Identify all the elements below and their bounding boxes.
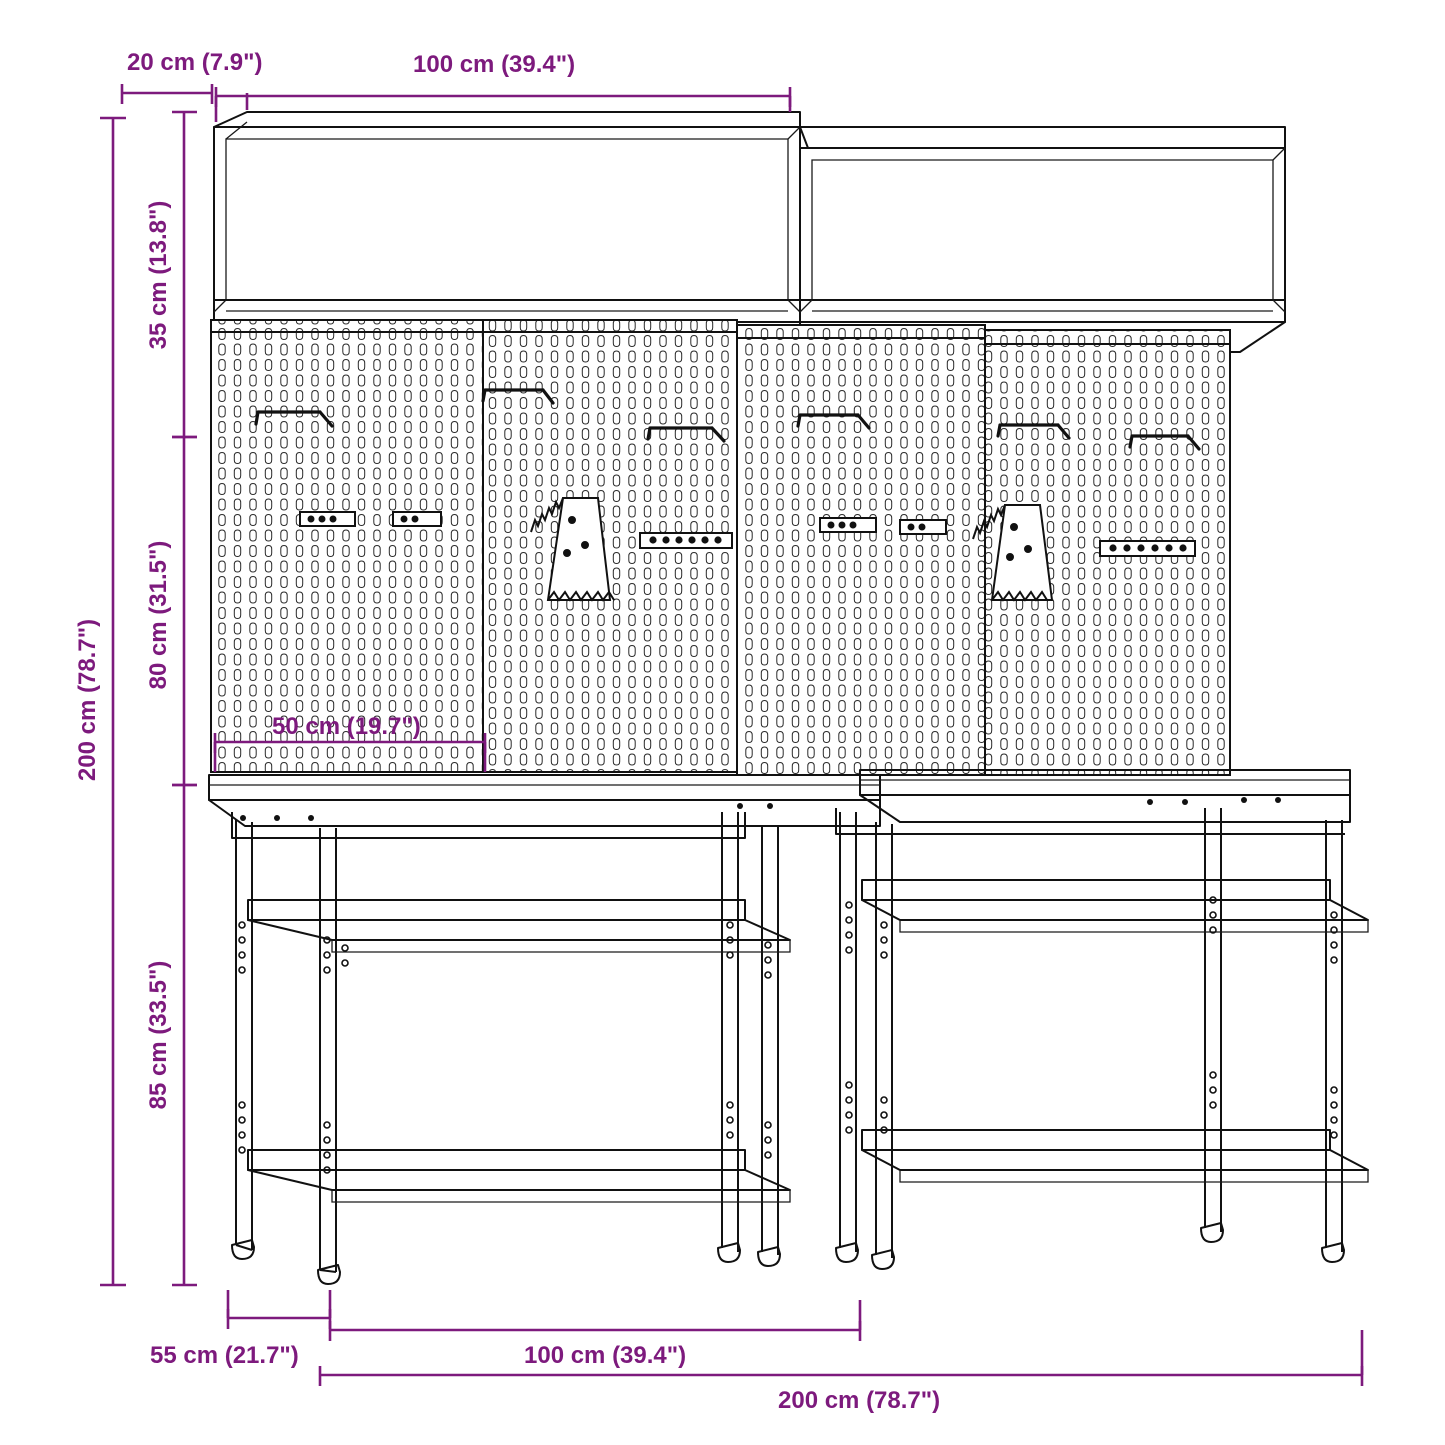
dim-bench-depth bbox=[228, 1290, 330, 1329]
dim-label-pegboard-height: 80 cm (31.5") bbox=[145, 540, 172, 690]
dim-bench-height bbox=[172, 785, 197, 1285]
dim-total-width bbox=[320, 1330, 1362, 1386]
workbench-left bbox=[209, 775, 880, 1284]
dim-label-bench-height: 85 cm (33.5") bbox=[145, 960, 172, 1110]
dim-label-bench-depth: 55 cm (21.7") bbox=[150, 1342, 299, 1369]
dim-bench-section-width bbox=[330, 1300, 860, 1341]
dim-cabinet-height bbox=[172, 112, 197, 437]
dim-label-pegboard-panel-width: 50 cm (19.7") bbox=[272, 713, 421, 740]
dim-label-cabinet-height: 35 cm (13.8") bbox=[145, 200, 172, 350]
dim-label-top-width: 100 cm (39.4") bbox=[413, 51, 576, 78]
dim-pegboard-height bbox=[172, 437, 197, 785]
dim-label-bench-section-width: 100 cm (39.4") bbox=[524, 1342, 687, 1369]
pegboard-panel-1 bbox=[211, 320, 483, 772]
dim-label-total-width: 200 cm (78.7") bbox=[778, 1387, 941, 1414]
workbench-right bbox=[836, 770, 1368, 1269]
dim-total-height bbox=[100, 118, 126, 1285]
dim-label-total-height: 200 cm (78.7") bbox=[74, 618, 101, 782]
dim-top-cabinet-width bbox=[216, 87, 790, 122]
upper-cabinet-left bbox=[214, 112, 800, 322]
upper-cabinet-right bbox=[800, 127, 1285, 352]
pegboard-panel-3 bbox=[737, 325, 985, 775]
dim-label-top-depth: 20 cm (7.9") bbox=[127, 49, 263, 76]
